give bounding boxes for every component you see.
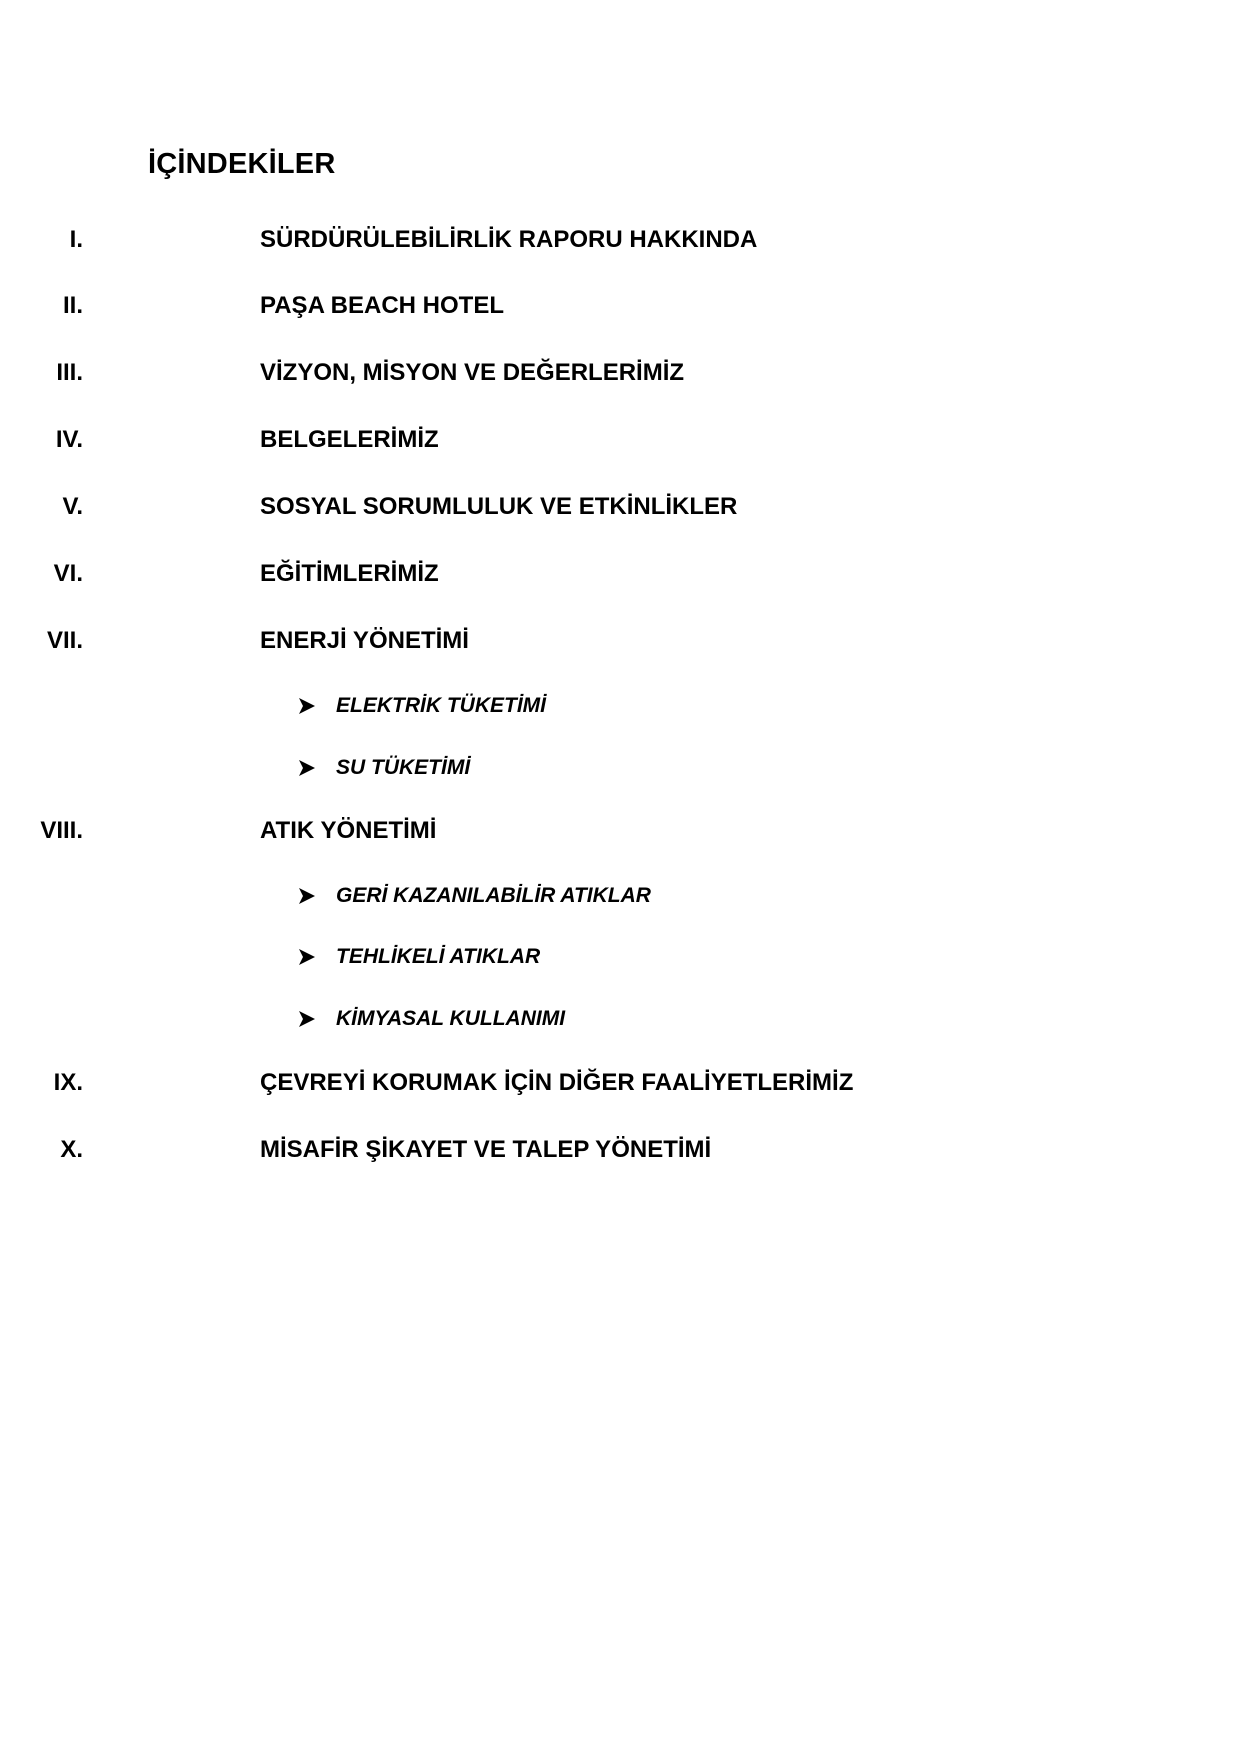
toc-numeral: VI. <box>53 560 83 587</box>
arrowhead-bullet-icon <box>298 759 316 777</box>
toc-entry <box>0 560 1100 594</box>
toc-label: PAŞA BEACH HOTEL <box>260 292 505 319</box>
toc-numeral: X. <box>60 1136 83 1163</box>
toc-sublabel: TEHLİKELİ ATIKLAR <box>336 945 541 968</box>
toc-entry <box>0 359 1100 393</box>
toc-subentry <box>0 945 1100 975</box>
toc-numeral: IV. <box>55 426 83 453</box>
toc-label: SOSYAL SORUMLULUK VE ETKİNLİKLER <box>260 493 738 520</box>
toc-numeral: II. <box>62 292 83 319</box>
toc-sublabel: SU TÜKETİMİ <box>336 756 471 779</box>
toc-title: İÇİNDEKİLER <box>148 148 336 180</box>
toc-numeral: I. <box>69 226 83 253</box>
toc-subentry <box>0 1007 1100 1037</box>
toc-label: ATIK YÖNETİMİ <box>260 817 437 844</box>
toc-label: SÜRDÜRÜLEBİLİRLİK RAPORU HAKKINDA <box>260 226 758 253</box>
toc-numeral: IX. <box>53 1069 83 1096</box>
arrowhead-bullet-icon <box>298 1010 316 1028</box>
toc-entry <box>0 493 1100 527</box>
toc-entry <box>0 627 1100 661</box>
toc-entry <box>0 292 1100 326</box>
toc-entry <box>0 817 1100 851</box>
toc-entry <box>0 1069 1100 1103</box>
toc-subentry <box>0 756 1100 786</box>
toc-entry <box>0 426 1100 460</box>
toc-numeral: VIII. <box>40 817 83 844</box>
toc-numeral: V. <box>62 493 83 520</box>
toc-label: VİZYON, MİSYON VE DEĞERLERİMİZ <box>260 359 685 386</box>
toc-entry <box>0 226 1100 260</box>
toc-entry <box>0 1136 1100 1170</box>
toc-numeral: VII. <box>46 627 83 654</box>
toc-label: ENERJİ YÖNETİMİ <box>260 627 469 654</box>
toc-label: ÇEVREYİ KORUMAK İÇİN DİĞER FAALİYETLERİMİZ <box>260 1069 854 1096</box>
arrowhead-bullet-icon <box>298 887 316 905</box>
toc-label: MİSAFİR ŞİKAYET VE TALEP YÖNETİMİ <box>260 1136 712 1163</box>
toc-sublabel: KİMYASAL KULLANIMI <box>336 1007 566 1030</box>
arrowhead-bullet-icon <box>298 948 316 966</box>
toc-label: EĞİTİMLERİMİZ <box>260 560 439 587</box>
toc-label: BELGELERİMİZ <box>260 426 439 453</box>
toc-numeral: III. <box>56 359 83 386</box>
toc-subentry <box>0 694 1100 724</box>
toc-sublabel: GERİ KAZANILABİLİR ATIKLAR <box>336 884 651 907</box>
toc-sublabel: ELEKTRİK TÜKETİMİ <box>336 694 546 717</box>
toc-subentry <box>0 884 1100 914</box>
arrowhead-bullet-icon <box>298 697 316 715</box>
